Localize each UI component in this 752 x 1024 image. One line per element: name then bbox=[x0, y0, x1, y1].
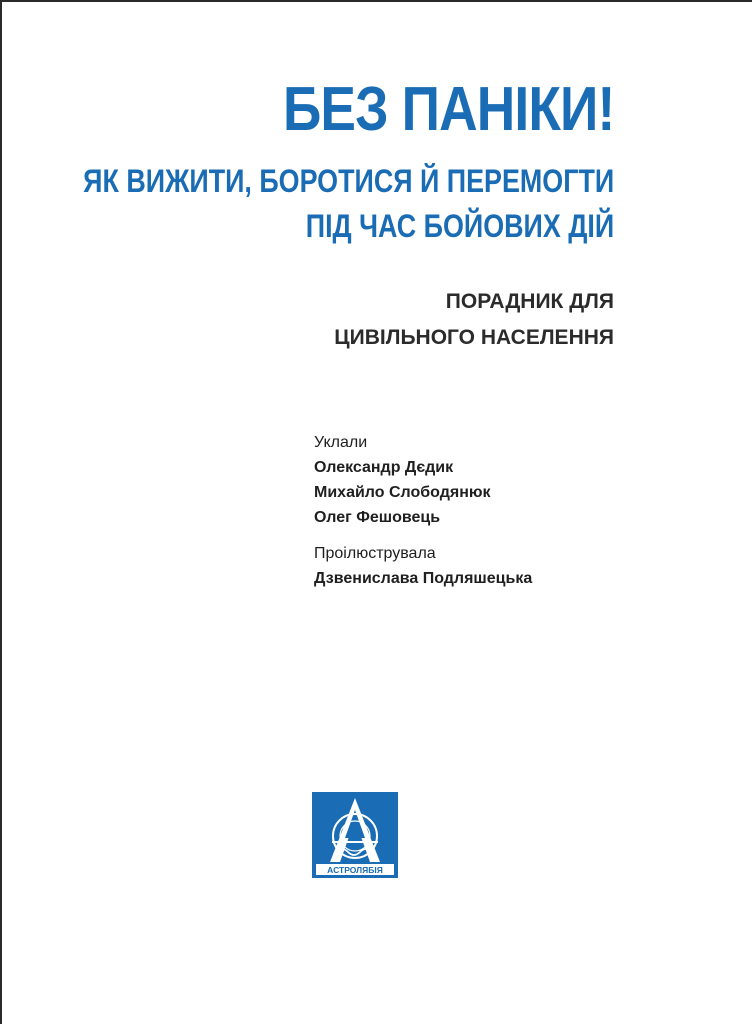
genre-line: ПОРАДНИК ДЛЯ bbox=[445, 290, 614, 313]
credits-block bbox=[314, 430, 532, 591]
subtitle-line: ПІД ЧАС БОЙОВИХ ДІЙ bbox=[305, 208, 614, 244]
illustrated-by-label: Проілюструвала bbox=[314, 545, 436, 562]
book-title: БЕЗ ПАНІКИ! bbox=[282, 75, 614, 144]
subtitle-line: ЯК ВИЖИТИ, БОРОТИСЯ Й ПЕРЕМОГТИ bbox=[82, 163, 614, 199]
author-name: Михайло Слободянюк bbox=[314, 484, 491, 501]
author-name: Олександр Дєдик bbox=[314, 459, 454, 476]
genre-line: ЦИВІЛЬНОГО НАСЕЛЕННЯ bbox=[334, 326, 614, 349]
compiled-by-label: Уклали bbox=[314, 434, 368, 451]
book-subtitle bbox=[83, 159, 614, 249]
publisher-name: АСТРОЛЯБІЯ bbox=[327, 865, 383, 875]
author-name: Олег Фешовець bbox=[314, 509, 441, 526]
publisher-logo bbox=[312, 792, 398, 878]
book-genre bbox=[334, 284, 614, 356]
illustrator-name: Дзвенислава Подляшецька bbox=[314, 570, 533, 587]
